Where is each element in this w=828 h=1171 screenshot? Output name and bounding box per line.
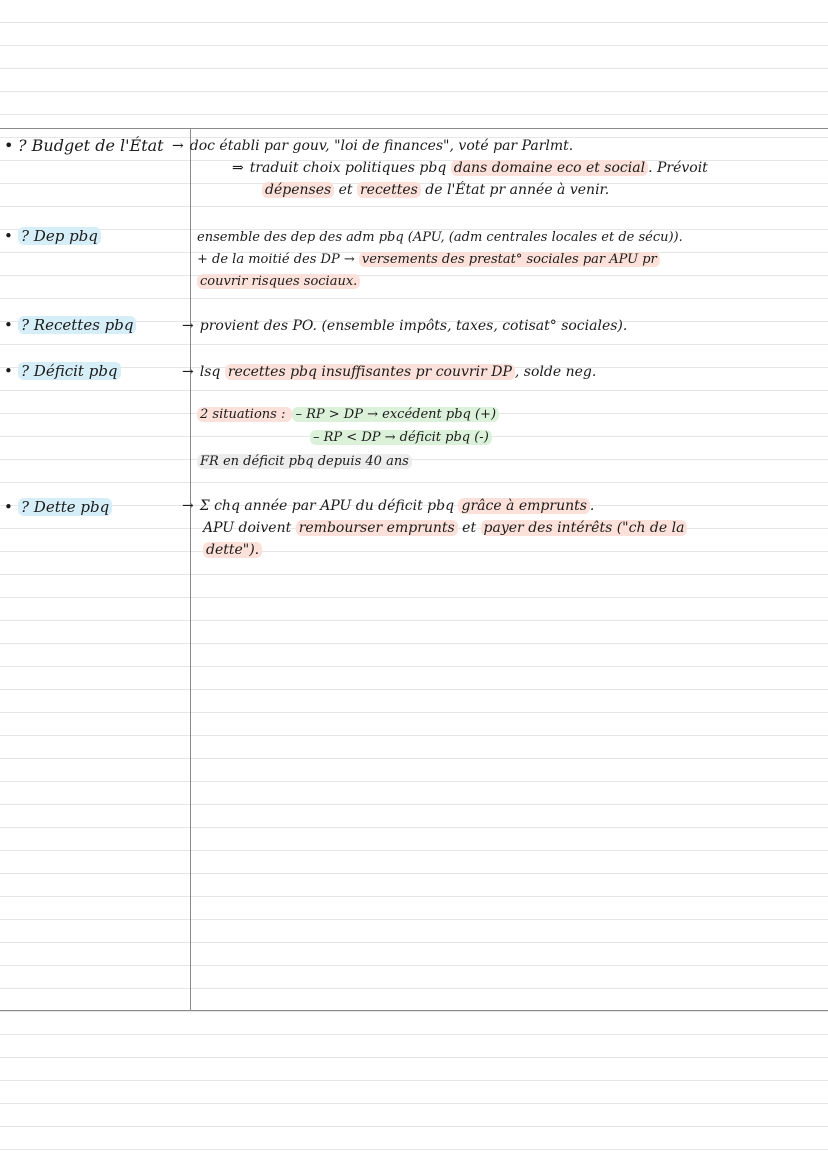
topic-deficit — [4, 362, 121, 380]
deficit-situation-2: – RP < DP → déficit pbq (-) — [310, 430, 492, 445]
arrow-icon: → — [182, 364, 194, 380]
topic-budget-label: ? Budget de l'État — [18, 136, 164, 155]
header-rule — [0, 128, 828, 129]
bullet-icon: • — [4, 136, 14, 155]
budget-line-3: dépenses et recettes de l'État pr année à venir. — [262, 182, 609, 198]
dette-line-2: APU doivent rembourser emprunts et payer des intérêts ("ch de la — [203, 520, 687, 536]
dep-line-3: couvrir risques sociaux. — [197, 274, 360, 289]
footer-rule — [0, 1010, 828, 1011]
arrow-icon: → — [182, 318, 194, 334]
arrow-icon: → — [182, 498, 194, 514]
deficit-line-1: → lsq recettes pbq insuffisantes pr couvrir DP , solde neg. — [182, 364, 597, 380]
topic-deficit-label: ? Déficit pbq — [18, 362, 121, 380]
bullet-icon: • — [4, 362, 13, 380]
dette-line-1: → Σ chq année par APU du déficit pbq grâce à emprunts . — [182, 498, 595, 514]
dep-line-2: + de la moitié des DP → versements des prestat° sociales par APU pr — [197, 252, 660, 267]
bullet-icon: • — [4, 316, 13, 334]
recettes-line-1: → provient des PO. (ensemble impôts, taxes, cotisat° sociales). — [182, 318, 628, 334]
topic-dep-label: ? Dep pbq — [18, 227, 101, 245]
dep-line-1: ensemble des dep des adm pbq (APU, (adm centrales locales et de sécu)). — [197, 230, 683, 245]
budget-line-2: ⇒ traduit choix politiques pbq dans domaine eco et social . Prévoit — [232, 160, 708, 176]
arrow-icon: → — [172, 138, 184, 154]
topic-dep — [4, 227, 101, 245]
dette-line-3: dette"). — [203, 542, 262, 558]
topic-recettes — [4, 316, 136, 334]
column-divider — [190, 128, 191, 1011]
topic-recettes-label: ? Recettes pbq — [18, 316, 136, 334]
topic-dette-label: ? Dette pbq — [18, 498, 112, 516]
deficit-fr-line: FR en déficit pbq depuis 40 ans — [197, 454, 412, 469]
bullet-icon: • — [4, 227, 13, 245]
deficit-situations: 2 situations : – RP > DP → excédent pbq (+) — [197, 407, 499, 422]
topic-budget — [4, 136, 164, 155]
double-arrow-icon: ⇒ — [232, 160, 244, 176]
bullet-icon: • — [4, 498, 13, 516]
topic-dette — [4, 498, 112, 516]
budget-line-1: → doc établi par gouv, "loi de finances", voté par Parlmt. — [172, 138, 574, 154]
